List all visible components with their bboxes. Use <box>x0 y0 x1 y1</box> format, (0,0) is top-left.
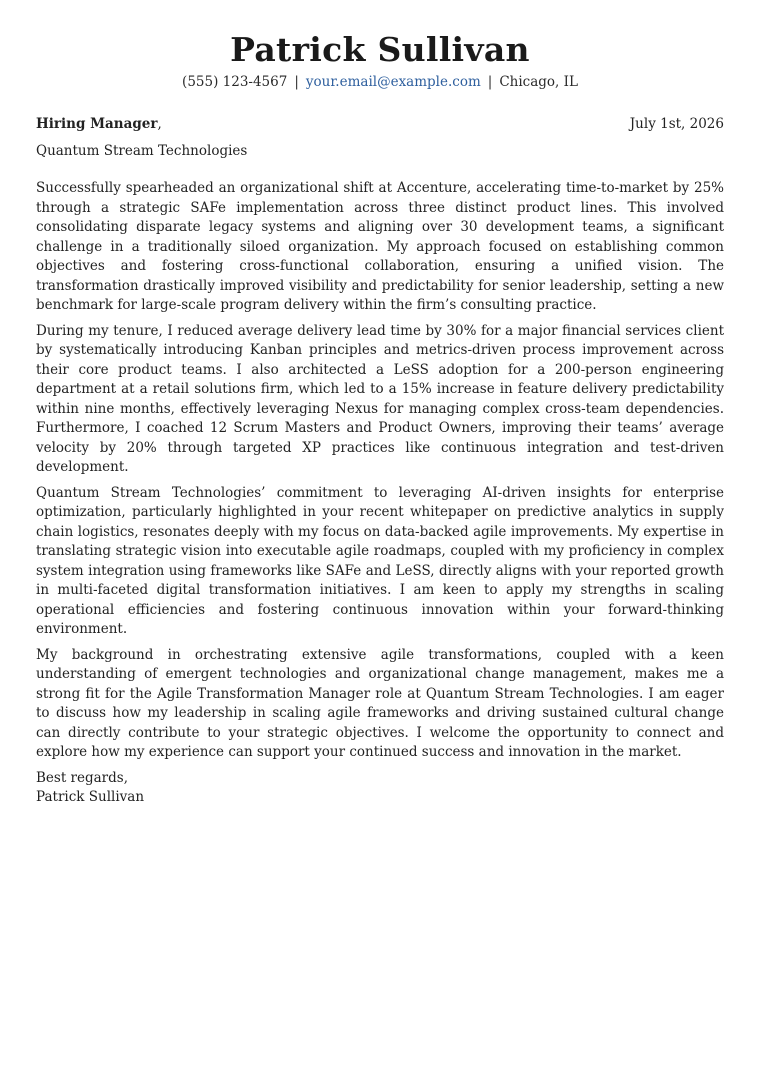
recipient-block <box>36 115 162 134</box>
phone-number: (555) 123-4567 <box>182 74 288 90</box>
email-link[interactable]: your.email@example.com <box>305 74 481 90</box>
closing-salutation: Best regards, <box>36 769 129 786</box>
signature-name: Patrick Sullivan <box>36 788 145 805</box>
closing-block <box>36 769 724 807</box>
body-paragraph: My background in orchestrating extensive agile transformations, coupled with a keen understanding of emergent technologies and organizational change management, makes me a strong fit for the Agile Transformation Manager role at Quantum Stream Technologies. I am eager to discuss how my leadership in scaling agile frameworks and driving sustained cultural change can directly contribute to your strategic objectives. I welcome the opportunity to connect and explore how my experience can support your continued success and innovation in the market. <box>36 646 724 760</box>
contact-line <box>36 72 724 92</box>
body-paragraph: Quantum Stream Technologies’ commitment to leveraging AI-driven insights for enterprise optimization, particularly highlighted in your recent whitepaper on predictive analytics in supply chain logistics, resonates deeply with my focus on data-backed agile improvements. My expertise in translating strategic vision into executable agile roadmaps, coupled with my proficiency in complex system integration using frameworks like SAFe and LeSS, directly aligns with your reported growth in multi-faceted digital transformation initiatives. I am keen to apply my strengths in scaling operational efficiencies and fostering continuous innovation within your forward-thinking environment. <box>36 484 724 637</box>
applicant-name: Patrick Sullivan <box>230 30 530 69</box>
location: Chicago, IL <box>499 74 578 90</box>
body-paragraph: Successfully spearheaded an organizational shift at Accenture, accelerating time-to-market by 25% through a strategic SAFe implementation across three distinct product lines. This involved consolidating disparate legacy systems and aligning over 30 development teams, a significant challenge in a traditionally siloed organization. My approach focused on establishing common objectives and fostering cross-functional collaboration, ensuring a unified vision. The transformation drastically improved visibility and predictability for senior leadership, setting a new benchmark for large-scale program delivery within the firm’s consulting practice. <box>36 180 724 313</box>
recipient-date-row <box>36 115 724 134</box>
letter-body <box>36 179 724 763</box>
recipient-name: Hiring Manager <box>36 116 158 132</box>
recipient-company: Quantum Stream Technologies <box>36 143 248 159</box>
contact-separator: | <box>294 74 299 90</box>
recipient-comma: , <box>157 116 162 132</box>
letter-date: July 1st, 2026 <box>629 116 724 132</box>
contact-separator: | <box>487 74 493 90</box>
body-paragraph: During my tenure, I reduced average delivery lead time by 30% for a major financial services client by systematically introducing Kanban principles and metrics-driven process improvement across their core product teams. I also architected a LeSS adoption for a 200-person engineering department at a retail solutions firm, which led to a 15% increase in feature delivery predictability within nine months, effectively leveraging Nexus for managing complex cross-team dependencies. Furthermore, I coached 12 Scrum Masters and Product Owners, improving their teams’ average velocity by 20% through targeted XP practices like continuous integration and test-driven development. <box>36 322 724 475</box>
